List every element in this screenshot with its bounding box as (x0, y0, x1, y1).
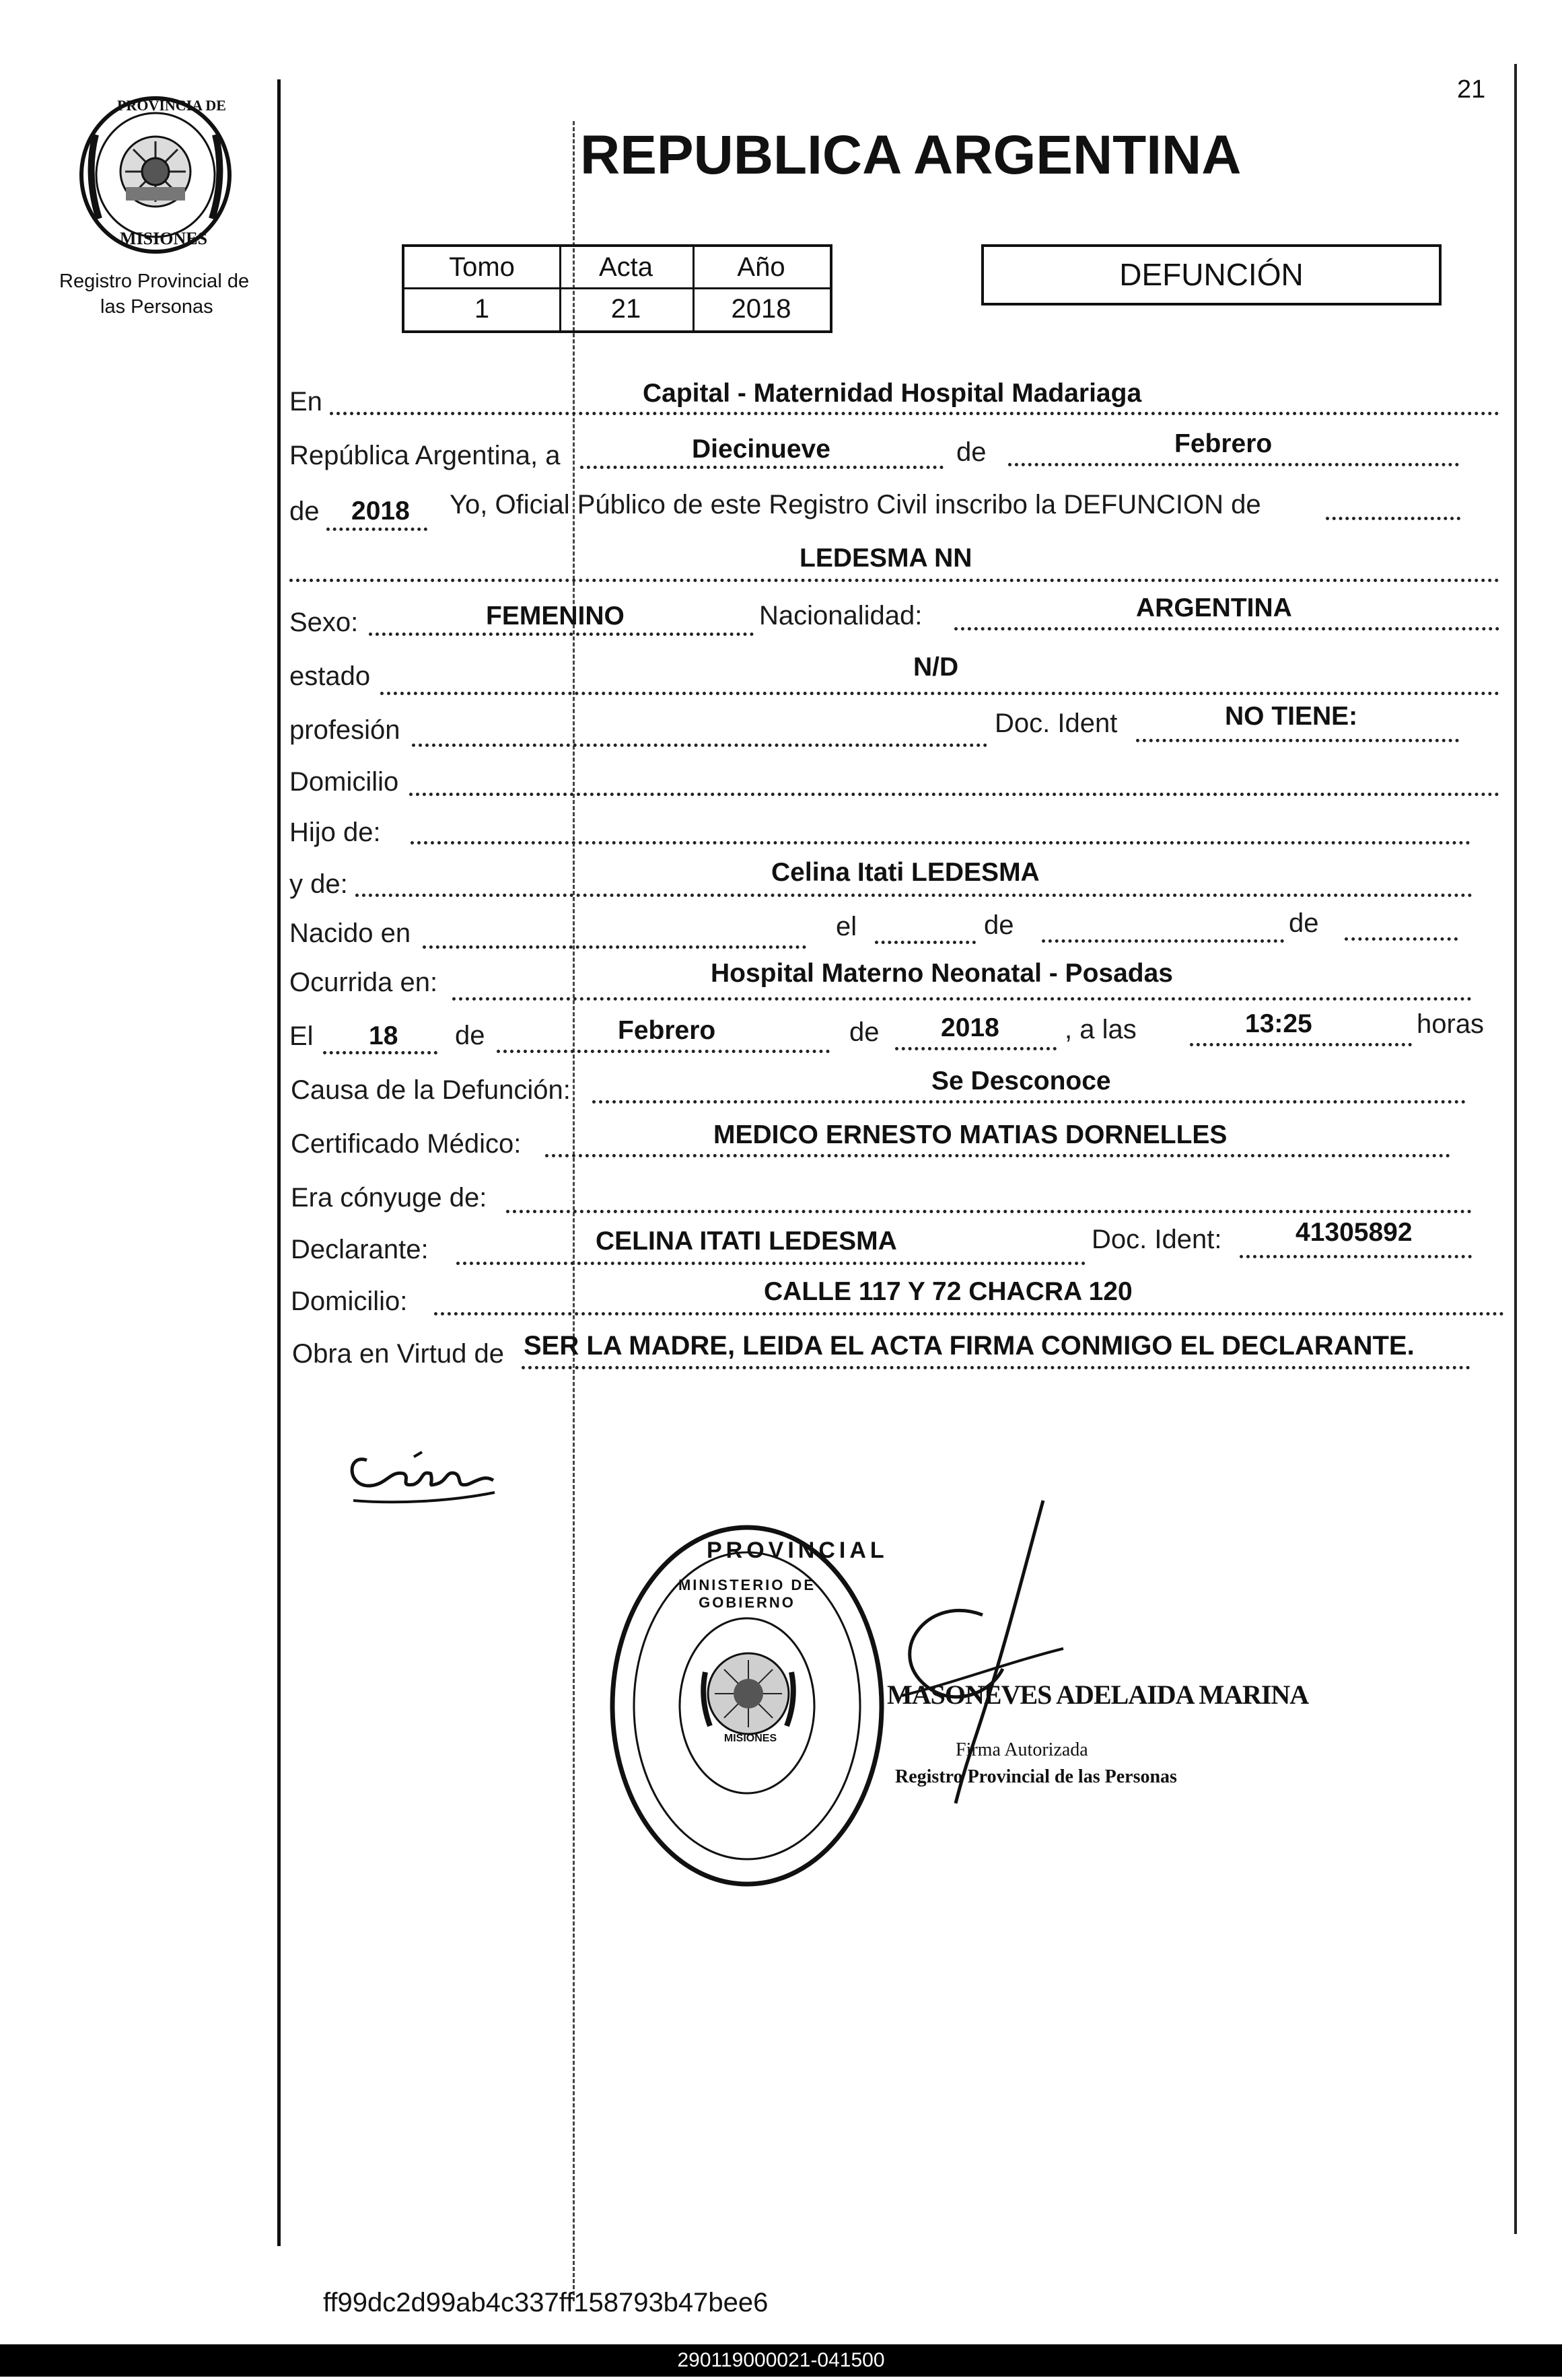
table-value-tomo: 1 (474, 294, 490, 324)
dotted-line (954, 627, 1499, 630)
sexo-value: FEMENINO (486, 602, 625, 630)
dotted-line (522, 1366, 1470, 1369)
dotted-line (580, 466, 944, 469)
table-header-tomo: Tomo (449, 252, 515, 282)
dotted-line (1345, 937, 1458, 941)
document-hash: ff99dc2d99ab4c337ff158793b47bee6 (323, 2288, 769, 2317)
de5-label: de (455, 1021, 485, 1050)
seal-text-top: PROVINCIA DE (117, 97, 226, 114)
dotted-line (506, 1210, 1472, 1213)
official-name: MASONEVES ADELAIDA MARINA (887, 1680, 1309, 1710)
dotted-line (1190, 1043, 1412, 1046)
dotted-line (330, 412, 1499, 415)
dotted-line (355, 894, 1472, 897)
ocurrida-label: Ocurrida en: (289, 968, 438, 997)
dotted-line (434, 1312, 1504, 1315)
deceased-name: LEDESMA NN (800, 544, 972, 573)
dotted-line (1008, 463, 1459, 466)
registry-label-1: Registro Provincial de (59, 271, 250, 292)
death-time: 13:25 (1245, 1009, 1312, 1038)
nacionalidad-label: Nacionalidad: (759, 601, 923, 630)
month-value: Febrero (1174, 429, 1273, 458)
y-de-label: y de: (289, 869, 348, 899)
obra-label: Obra en Virtud de (292, 1339, 505, 1369)
page-title: REPUBLICA ARGENTINA (580, 124, 1242, 186)
doc-ident-label: Doc. Ident (995, 709, 1118, 738)
table-value-acta: 21 (610, 294, 641, 324)
dotted-line (411, 841, 1470, 844)
right-margin-line (1514, 64, 1517, 2234)
death-month: Febrero (618, 1016, 716, 1045)
seal-text-bottom: MISIONES (120, 229, 208, 248)
dotted-line (423, 945, 806, 949)
conyuge-label: Era cónyuge de: (291, 1183, 487, 1213)
estado-label: estado (289, 661, 371, 691)
stamp-ring-top: PROVINCIAL (707, 1538, 888, 1563)
nacionalidad-value: ARGENTINA (1136, 593, 1292, 622)
dotted-line (380, 692, 1499, 695)
day-value: Diecinueve (692, 435, 830, 464)
official-registry: Registro Provincial de las Personas (895, 1766, 1177, 1787)
table-header-acta: Acta (598, 252, 653, 282)
doc-ident2-label: Doc. Ident: (1092, 1225, 1222, 1254)
declarante-label: Declarante: (291, 1235, 429, 1264)
de2-label: de (289, 497, 320, 526)
profesion-label: profesión (289, 715, 400, 745)
a-las-label: , a las (1065, 1015, 1137, 1044)
causa-label: Causa de la Defunción: (291, 1075, 571, 1105)
doc-ident2-value: 41305892 (1295, 1218, 1413, 1247)
domicilio2-label: Domicilio: (291, 1287, 408, 1316)
dotted-line (412, 744, 987, 747)
republica-label: República Argentina, a (289, 441, 561, 470)
dotted-line (1042, 939, 1284, 943)
province-seal (75, 94, 236, 256)
place-value: Capital - Maternidad Hospital Madariaga (643, 379, 1142, 408)
de6-label: de (849, 1017, 880, 1047)
dotted-line (1326, 517, 1460, 520)
registry-label-2: las Personas (100, 296, 213, 318)
stamp-inner-text: MINISTERIO DE GOBIERNO (678, 1577, 816, 1611)
official-oval-stamp (606, 1517, 888, 1894)
doc-ident-value: NO TIENE: (1225, 702, 1358, 731)
page-number: 21 (1457, 75, 1486, 104)
footer-bar (0, 2344, 1562, 2377)
estado-value: N/D (913, 653, 959, 682)
de3-label: de (984, 910, 1014, 940)
dotted-line (1136, 739, 1459, 742)
certificado-label: Certificado Médico: (291, 1129, 522, 1159)
el-label: el (836, 912, 857, 941)
causa-value: Se Desconoce (931, 1067, 1111, 1095)
dotted-line (1240, 1255, 1472, 1258)
ocurrida-value: Hospital Materno Neonatal - Posadas (711, 959, 1173, 988)
declarante-value: CELINA ITATI LEDESMA (596, 1227, 897, 1256)
dotted-line (545, 1154, 1450, 1157)
record-type-box (981, 244, 1442, 305)
dotted-line (323, 1051, 437, 1054)
left-margin-line (277, 79, 281, 2246)
death-day: 18 (369, 1021, 398, 1050)
dotted-line (289, 579, 1499, 582)
el2-label: El (289, 1021, 314, 1051)
nacido-label: Nacido en (289, 918, 411, 948)
sexo-label: Sexo: (289, 608, 359, 637)
dotted-line (497, 1050, 830, 1053)
hijo-label: Hijo de: (289, 818, 381, 847)
certificado-value: MEDICO ERNESTO MATIAS DORNELLES (713, 1120, 1228, 1149)
dotted-line (592, 1100, 1466, 1104)
domicilio-label: Domicilio (289, 767, 399, 797)
dotted-line (895, 1047, 1057, 1050)
en-label: En (289, 387, 322, 417)
table-header-anio: Año (737, 252, 785, 282)
record-type: DEFUNCIÓN (1119, 257, 1304, 292)
obra-value: SER LA MADRE, LEIDA EL ACTA FIRMA CONMIGO EL DECLARANTE. (524, 1331, 1415, 1361)
de-label: de (956, 437, 987, 467)
de4-label: de (1289, 908, 1319, 938)
dotted-line (452, 997, 1472, 1001)
horas-label: horas (1417, 1009, 1485, 1039)
record-table (402, 244, 832, 333)
footer-code: 290119000021-041500 (677, 2349, 885, 2371)
domicilio2-value: CALLE 117 Y 72 CHACRA 120 (764, 1277, 1133, 1306)
dotted-line (409, 793, 1499, 796)
table-value-anio: 2018 (731, 294, 791, 324)
mother-name: Celina Itati LEDESMA (771, 858, 1040, 887)
dotted-line (326, 528, 427, 531)
dotted-line (875, 941, 976, 944)
declarant-signature (340, 1433, 501, 1514)
death-year: 2018 (941, 1013, 999, 1042)
dotted-line (369, 633, 754, 636)
stamp-center-text: MISIONES (723, 1733, 777, 1744)
oficial-text: Yo, Oficial Público de este Registro Civil inscribo la DEFUNCION de (450, 490, 1261, 519)
official-title: Firma Autorizada (956, 1739, 1088, 1760)
year-value: 2018 (351, 497, 410, 526)
dotted-line (456, 1262, 1086, 1265)
